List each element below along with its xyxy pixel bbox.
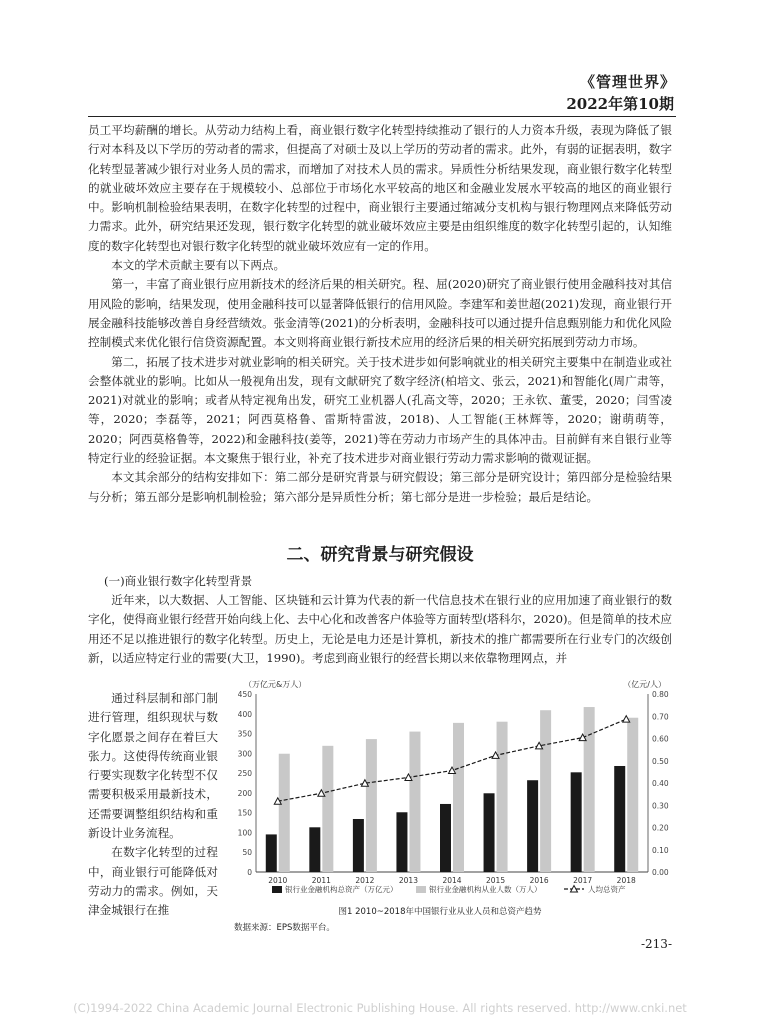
bar-employees: [453, 723, 464, 872]
x-tick-label: 2018: [616, 876, 636, 885]
paragraph: 近年来，以大数据、人工智能、区块链和云计算为代表的新一代信息技术在银行业的应用加速了商业银行的数字化，使得商业银行经营开始向线上化、去中心化和改善客户体验等方面转型(塔科尔，2020)。但是简单的技术应用还不足以推进银行的数字化转型。历史上，无论是电力还是计算机，新技术的推广都需要所在行业专门的次级创新，以适应特定行业的需要(大卫，1990)。考虑到商业银行的经营长期以来依靠物理网点，并: [88, 593, 672, 665]
x-tick-label: 2017: [573, 876, 593, 885]
section-title: 二、研究背景与研究假设: [286, 545, 474, 565]
paragraph: 员工平均薪酬的增长。从劳动力结构上看，商业银行数字化转型持续推动了银行的人力资本升级，表现为降低了银行对本科及以下学历的劳动者的需求，但提高了对硕士及以上学历的劳动者的需求。此外，有弱的证据表明，数字化转型显著减少银行对业务人员的需求，而增加了对技术人员的需求。异质性分析结果发现，商业银行数字化转型的就业破坏效应主要存在于规模较小、总部位于市场化水平较高的地区和金融业发展水平较高的地区的商业银行中。影响机制检验结果表明，在数字化转型的过程中，商业银行主要通过缩减分支机构与银行物理网点来降低劳动力需求。此外，研究结果还发现，银行数字化转型的就业破坏效应主要是由组织维度的数字化转型引起的，认知维度的数字化转型也对银行数字化转型的就业破坏效应有一定的作用。: [88, 123, 672, 253]
right-axis-label: （亿元/人）: [623, 680, 666, 689]
left-axis-label: （万亿元&万人）: [244, 680, 307, 689]
paragraph: 通过科层制和部门制进行管理，组织现状与数字化愿景之间存在着巨大张力。这使得传统商业银行要实现数字化转型不仅需要积极采用最新技术，还需要调整组织结构和重新设计业务流程。: [88, 691, 218, 841]
right-tick-label: 0.30: [652, 801, 669, 811]
x-tick-label: 2012: [355, 876, 375, 885]
right-tick-label: 0.40: [652, 779, 669, 788]
body-text: [88, 121, 672, 507]
bar-employees: [497, 722, 508, 872]
paragraph: 本文其余部分的结构安排如下：第二部分是研究背景与研究假设；第三部分是研究设计；第四部分是检验结果与分析；第五部分是影响机制检验；第六部分是异质性分析；第七部分是进一步检验；最后是结论。: [88, 470, 672, 504]
x-tick-label: 2014: [442, 876, 462, 885]
x-tick-label: 2010: [268, 876, 288, 885]
bar-employees: [366, 739, 377, 872]
bar-total-assets: [309, 827, 320, 872]
x-tick-label: 2011: [311, 876, 331, 885]
left-tick-label: 350: [237, 729, 252, 739]
bar-employees: [322, 746, 333, 872]
bar-total-assets: [353, 819, 364, 872]
bar-total-assets: [614, 766, 625, 872]
left-tick-label: 450: [237, 690, 252, 699]
x-tick-label: 2015: [486, 876, 506, 885]
left-tick-label: 250: [237, 769, 252, 779]
left-tick-label: 400: [237, 709, 252, 719]
x-tick-label: 2013: [398, 876, 418, 885]
bar-total-assets: [527, 780, 538, 872]
header-rule: [88, 116, 676, 117]
figure-1-chart: [228, 678, 672, 938]
bar-total-assets: [571, 772, 582, 872]
left-tick-label: 0: [247, 868, 252, 877]
left-tick-label: 300: [237, 749, 252, 759]
left-tick-label: 50: [242, 848, 252, 858]
subsection-title: (一)商业银行数字化转型背景: [104, 574, 253, 588]
bar-total-assets: [266, 834, 277, 872]
copyright-footer: (C)1994-2022 China Academic Journal Electronic Publishing House. All rights reserved. http://www.cnki.net: [73, 1001, 687, 1015]
legend-label: 银行业金融机构总资产（万亿元）: [285, 885, 398, 894]
legend-label: 银行业金融机构从业人数（万人）: [429, 885, 542, 894]
right-tick-label: 0.80: [652, 690, 669, 699]
bar-employees: [540, 710, 551, 872]
body-text-2: [88, 591, 672, 668]
right-tick-label: 0.70: [652, 712, 669, 722]
page-number: -213-: [640, 937, 672, 951]
right-tick-label: 0.20: [652, 823, 669, 833]
side-column-text: [88, 689, 218, 921]
journal-title: 《管理世界》: [579, 73, 676, 91]
paragraph: 第一，丰富了商业银行应用新技术的经济后果的相关研究。程、屈(2020)研究了商业银行使用金融科技对其信用风险的影响，结果发现，使用金融科技可以显著降低银行的信用风险。李建军和姜世超(2021)发现，商业银行开展金融科技能够改善自身经营绩效。张金清等(2021)的分析表明，金融科技可以通过提升信息甄别能力和优化风险控制模式来优化银行信贷资源配置。本文则将商业银行新技术应用的经济后果的相关研究拓展到劳动力市场。: [88, 277, 672, 350]
left-tick-label: 150: [237, 808, 252, 818]
bar-employees: [627, 718, 638, 872]
figure-source: 数据来源：EPS数据平台。: [234, 923, 335, 933]
issue-number: 2022年第10期: [566, 95, 674, 113]
right-tick-label: 0.00: [652, 868, 669, 877]
figure-caption: 图1 2010~2018年中国银行业从业人员和总资产趋势: [338, 907, 542, 917]
left-tick-label: 200: [237, 788, 252, 798]
bar-employees: [584, 707, 595, 872]
bar-total-assets: [484, 793, 495, 872]
legend-swatch: [272, 886, 282, 893]
bar-employees: [409, 732, 420, 872]
right-tick-label: 0.60: [652, 734, 669, 744]
bar-employees: [279, 754, 290, 872]
right-tick-label: 0.50: [652, 756, 669, 766]
legend-label: 人均总资产: [588, 885, 626, 894]
paragraph: 第二，拓展了技术进步对就业影响的相关研究。关于技术进步如何影响就业的相关研究主要集中在制造业或社会整体就业的影响。比如从一般视角出发，现有文献研究了数字经济(柏培文、张云，2021)和智能化(周广肃等，2021)对就业的影响；或者从特定视角出发，研究工业机器人(孔高文等，2020；王永钦、董雯，2020；闫雪凌等，2020；李磊等，2021；阿西莫格鲁、雷斯特雷波，2018)、人工智能(王林辉等，2020；谢萌萌等，2020；阿西莫格鲁等，2022)和金融科技(姜等，2021)等在劳动力市场产生的具体冲击。目前鲜有来自银行业等特定行业的经验证据。本文聚焦于银行业，补充了技术进步对商业银行劳动力需求影响的微观证据。: [88, 354, 672, 466]
paragraph: 本文的学术贡献主要有以下两点。: [111, 258, 286, 273]
legend: [272, 884, 626, 894]
right-tick-label: 0.10: [652, 845, 669, 855]
bar-total-assets: [396, 812, 407, 872]
x-tick-label: 2016: [529, 876, 549, 885]
left-tick-label: 100: [237, 828, 252, 838]
legend-swatch: [416, 886, 426, 893]
paragraph: 在数字化转型的过程中，商业银行可能降低对劳动力的需求。例如，天津金城银行在推: [88, 845, 218, 918]
bar-total-assets: [440, 804, 451, 872]
